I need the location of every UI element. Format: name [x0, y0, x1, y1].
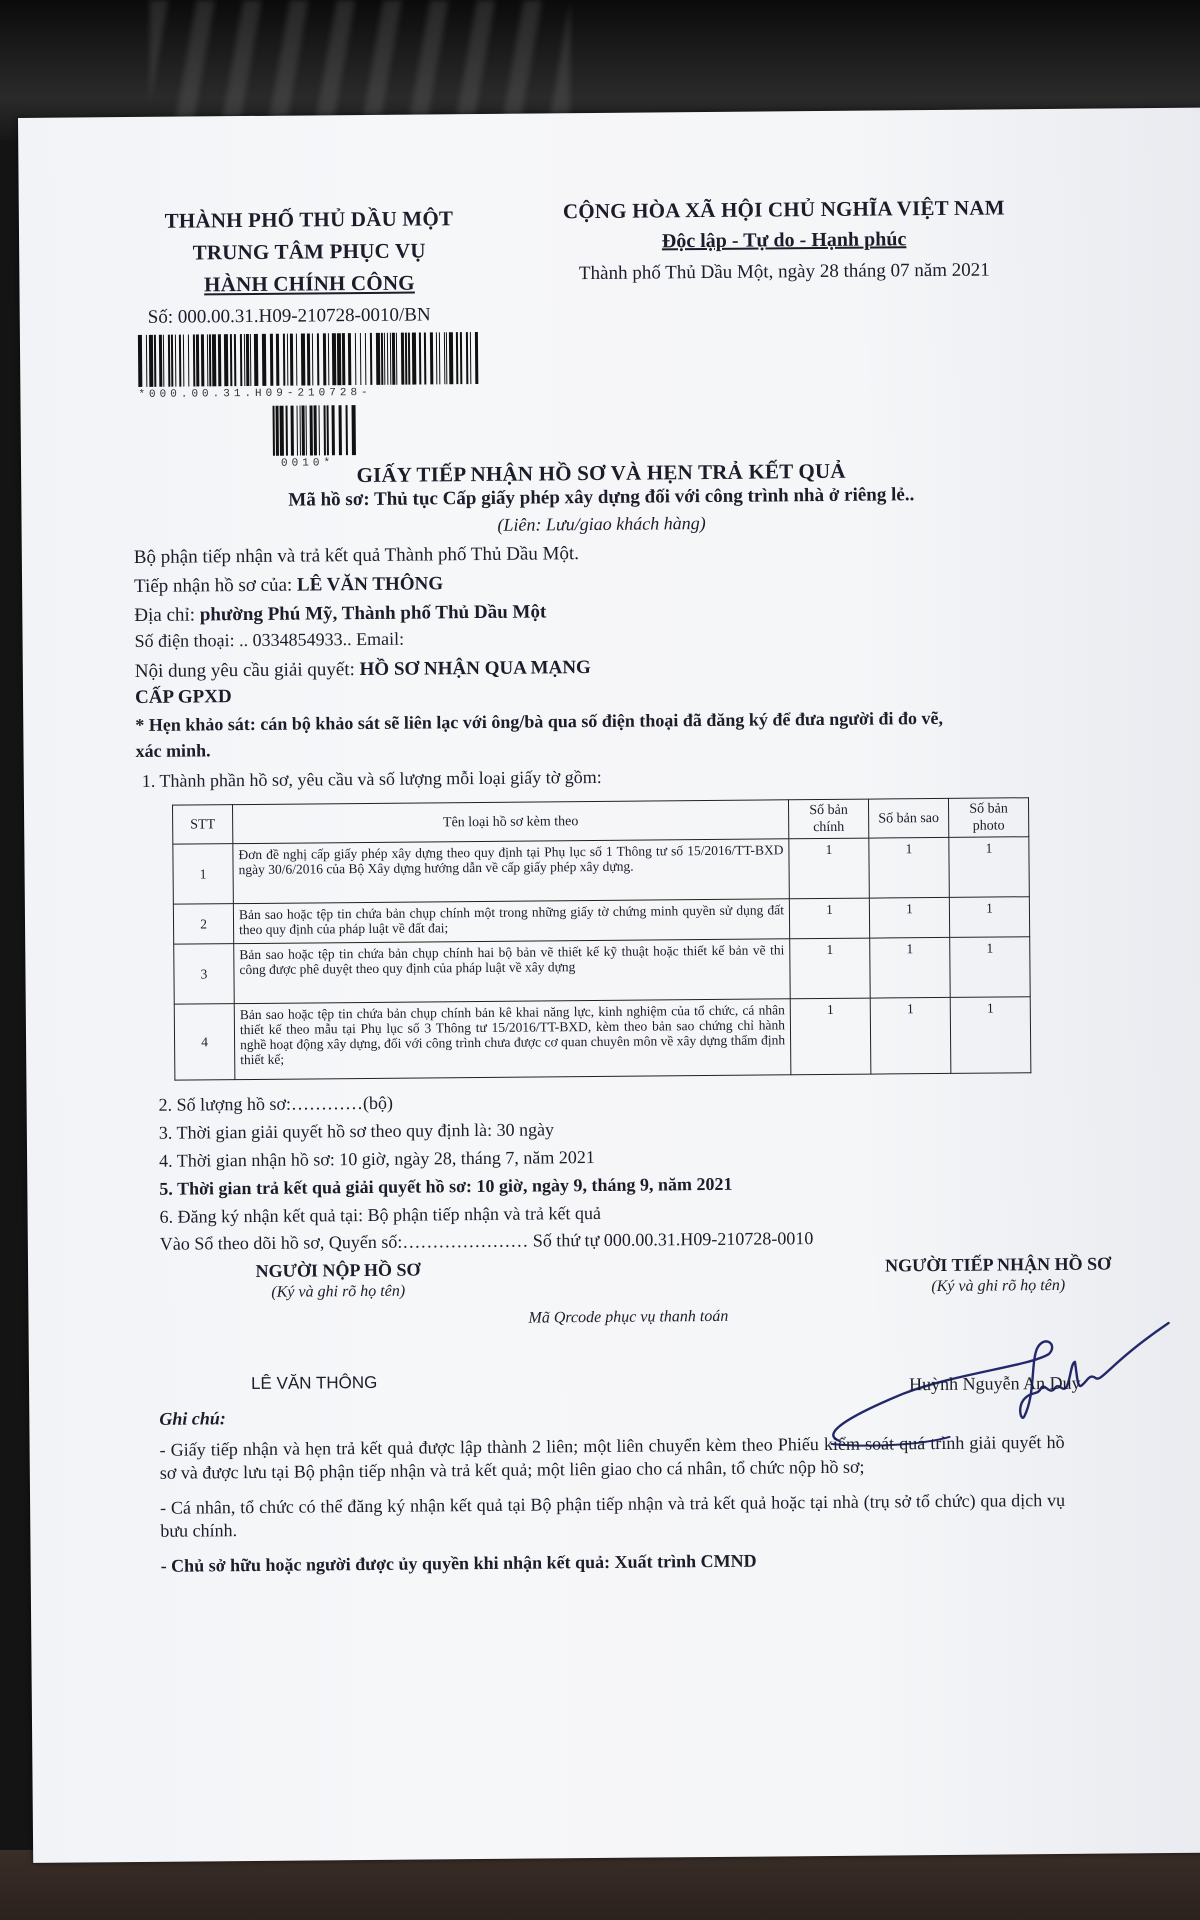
- address-value: phường Phú Mỹ, Thành phố Thủ Dầu Một: [199, 601, 547, 626]
- item-2-file-count: 2. Số lượng hồ sơ:…………(bộ): [158, 1092, 394, 1115]
- row-stt: 1: [173, 844, 234, 905]
- barcode-secondary: [273, 405, 357, 456]
- receiver-title: NGƯỜI TIẾP NHẬN HỒ SƠ: [884, 1253, 1112, 1276]
- submitter-name: LÊ VĂN THÔNG: [250, 1372, 378, 1394]
- survey-appointment-cont: xác minh.: [135, 740, 211, 761]
- item-6-pickup-location: 6. Đăng ký nhận kết quả tại: Bộ phận tiếp nhận và trả kết quả: [159, 1202, 602, 1227]
- submitter-title: NGƯỜI NỘP HỒ SƠ: [255, 1259, 421, 1281]
- barcode-main: [138, 332, 478, 387]
- col-copy: Số bản sao: [868, 798, 948, 838]
- barcode-secondary-digits: 0010*: [280, 457, 335, 470]
- receiver-name: Huỳnh Nguyễn An Duy: [908, 1372, 1081, 1395]
- row-photo-count: 1: [949, 837, 1030, 898]
- row-original-count: 1: [789, 838, 870, 899]
- document-page: [18, 108, 1200, 1863]
- row-stt: 2: [173, 904, 233, 945]
- table-row: [173, 837, 1029, 904]
- agency-line-2: TRUNG TÂM PHỤC VỤ: [192, 238, 426, 265]
- procedure-subtitle: Mã hồ sơ: Thủ tục Cấp giấy phép xây dựng đối với công trình nhà ở riêng lẻ..: [288, 484, 915, 511]
- row-original-count: 1: [790, 998, 871, 1075]
- reception-department: Bộ phận tiếp nhận và trả kết quả Thành phố Thủ Dầu Một.: [133, 543, 580, 569]
- row-description: Đơn đề nghị cấp giấy phép xây dựng theo quy định tại Phụ lục số 1 Thông tư số 15/2016/TT-BXD ngày 30/6/2016 của Bộ Xây dựng hướng dẫn về cấp giấy phép xây dựng.: [233, 839, 790, 904]
- barcode-bar: [475, 332, 478, 384]
- note-3: - Chủ sở hữu hoặc người được ủy quyền khi nhận kết quả: Xuất trình CMND: [160, 1550, 757, 1576]
- row-stt: 4: [174, 1004, 235, 1081]
- item-4-received-time: 4. Thời gian nhận hồ sơ: 10 giờ, ngày 28, tháng 7, năm 2021: [159, 1147, 595, 1171]
- request-label: Nội dung yêu cầu giải quyết:: [134, 659, 360, 683]
- nation-title: CỘNG HÒA XÃ HỘI CHỦ NGHĨA VIỆT NAM: [562, 195, 1005, 224]
- phone-email-line: Số điện thoại: .. 0334854933.. Email:: [134, 628, 405, 652]
- row-description: Bản sao hoặc tệp tin chứa bản chụp chính một trong những giấy tờ chứng minh quyền sử dụng đất theo quy định của pháp luật về đất đai;: [233, 899, 789, 944]
- document-title: GIẤY TIẾP NHẬN HỒ SƠ VÀ HẸN TRẢ KẾT QUẢ: [356, 458, 846, 488]
- documents-table: [172, 797, 1031, 1080]
- applicant-line: [134, 573, 443, 598]
- item-3-processing-time: 3. Thời gian giải quyết hồ sơ theo quy định là: 30 ngày: [158, 1119, 555, 1143]
- request-value: HỒ SƠ NHẬN QUA MẠNG: [359, 657, 591, 681]
- col-photo: Số bản photo: [948, 798, 1028, 838]
- col-document-name: Tên loại hồ sơ kèm theo: [233, 800, 789, 844]
- request-line: [135, 657, 591, 683]
- col-stt: STT: [173, 805, 233, 845]
- qr-code-note: Mã Qrcode phục vụ thanh toán: [528, 1307, 729, 1327]
- record-book-line: Vào Sổ theo dõi hồ sơ, Quyển số:………………… Số thứ tự 000.00.31.H09-210728-0010: [159, 1228, 814, 1254]
- col-original: Số bản chính: [788, 799, 868, 839]
- nation-motto: Độc lập - Tự do - Hạnh phúc: [661, 228, 907, 253]
- row-photo-count: 1: [950, 997, 1031, 1074]
- barcode-bar: [352, 405, 356, 455]
- agency-line-1: THÀNH PHỐ THỦ DẦU MỘT: [164, 206, 454, 233]
- notes-title: Ghi chú:: [159, 1408, 226, 1429]
- section-1-heading: 1. Thành phần hồ sơ, yêu cầu và số lượng mỗi loại giấy tờ gồm:: [141, 766, 602, 791]
- row-description: Bản sao hoặc tệp tin chứa bản chụp chính hai bộ bản vẽ thiết kế kỹ thuật hoặc thiết kế bản vẽ thi công được phê duyệt theo quy định của pháp luật về xây dựng: [234, 939, 791, 1004]
- table-row: [174, 937, 1030, 1004]
- row-copy-count: 1: [869, 897, 949, 938]
- issue-date: Thành phố Thủ Dầu Một, ngày 28 tháng 07 năm 2021: [578, 259, 990, 285]
- row-copy-count: 1: [869, 837, 950, 898]
- receiver-sign-hint: (Ký và ghi rõ họ tên): [931, 1276, 1066, 1296]
- notes-section: [160, 1431, 1066, 1578]
- row-photo-count: 1: [949, 897, 1029, 938]
- copy-note: (Liên: Lưu/giao khách hàng): [497, 513, 706, 535]
- background-shadow-stripes: [150, 0, 570, 120]
- item-5-return-time: 5. Thời gian trả kết quả giải quyết hồ sơ: 10 giờ, ngày 9, tháng 9, năm 2021: [159, 1173, 733, 1199]
- row-stt: 3: [174, 944, 235, 1005]
- applicant-name: LÊ VĂN THÔNG: [296, 573, 444, 596]
- request-value-2: CẤP GPXD: [134, 686, 232, 709]
- row-original-count: 1: [790, 938, 871, 999]
- applicant-label: Tiếp nhận hồ sơ của:: [134, 574, 298, 598]
- survey-appointment: * Hẹn khảo sát: cán bộ khảo sát sẽ liên lạc với ông/bà qua số điện thoại đã đăng ký để đưa người đi đo vẽ,: [135, 707, 944, 735]
- agency-line-3: HÀNH CHÍNH CÔNG: [204, 270, 415, 297]
- row-copy-count: 1: [870, 937, 951, 998]
- submitter-sign-hint: (Ký và ghi rõ họ tên): [271, 1282, 406, 1301]
- row-photo-count: 1: [950, 937, 1031, 998]
- barcode-main-digits: *000.00.31.H09-210728-: [138, 386, 372, 401]
- address-label: Địa chỉ:: [134, 604, 200, 627]
- row-description: Bản sao hoặc tệp tin chứa bản chụp chính bản kê khai năng lực, kinh nghiệm của tổ chức, cá nhân thiết kế theo mẫu tại Phụ lục số 3 Thông tư 15/2016/TT-BXD, kèm theo bản sao chứng chỉ hành nghề hoạt động xây dựng, đối với công trình chưa được cơ quan chuyên môn về xây dựng thẩm định thiết kế;: [234, 999, 791, 1080]
- note-1: - Giấy tiếp nhận và hẹn trả kết quả được lập thành 2 liên; một liên chuyển kèm theo Phiếu kiểm soát quá trình giải quyết hồ sơ và được lưu tại Bộ phận tiếp nhận và trả kết quả; một liên giao cho cá nhân, tổ chức nộp hồ sơ;: [159, 1431, 1065, 1483]
- table-row: [174, 997, 1031, 1080]
- address-line: [134, 601, 546, 627]
- row-original-count: 1: [789, 898, 869, 939]
- note-2: - Cá nhân, tổ chức có thể đăng ký nhận kết quả tại Bộ phận tiếp nhận và trả kết quả hoặc tại nhà (trụ sở tổ chức) qua dịch vụ bưu chính.: [160, 1489, 1066, 1541]
- row-copy-count: 1: [870, 997, 951, 1074]
- document-number: Số: 000.00.31.H09-210728-0010/BN: [147, 304, 431, 328]
